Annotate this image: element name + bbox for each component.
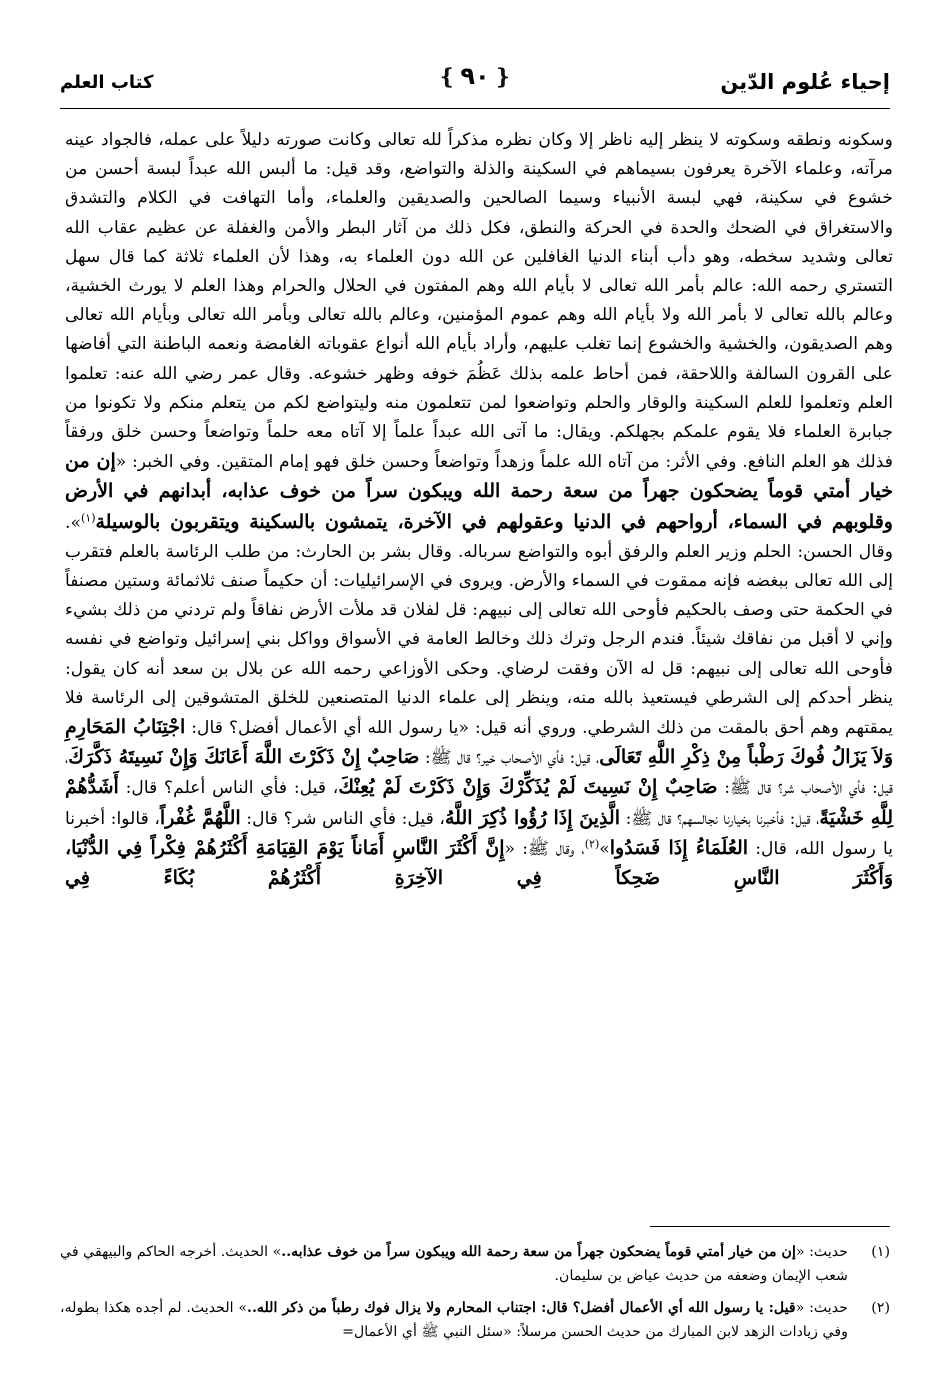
footnote <box>60 1240 890 1288</box>
hadith-quote: إن من خيار أمتي قوماً يضحكون جهراً من سعة رحمة الله ويبكون سراً من خوف عذابه، أبدانهم في الأرض وقلوبهم في السماء، أرواحهم في الدنيا وعقولهم في الآخرة، يتمشون بالسكينة ويتقربون بالوسيلة <box>65 450 893 533</box>
hadith-quote: صَاحِبٌ إِنْ ذَكَرْتَ اللَّهَ أَعَانَكَ وَإِنْ نَسِيتَهُ ذَكَّرَكَ <box>68 746 420 769</box>
text-run: ، وقال ﷺ: « <box>504 838 585 859</box>
text-run: ». وقال الحسن: الحلم وزير العلم والرفق أبوه والتواضع سرباله. وقال بشر بن الحارث: من طلب الرئاسة بالعلم فتقرب إلى الله تعالى ببغضه فإنه ممقوت في السماء والأرض. ويروى في الإسرائيليات: أن حكيماً صنف ثلاثمائة وستين مصنفاً في الحكمة حتى وصف بالحكيم فأوحى الله تعالى إلى نبيهم: قل لفلان قد ملأت الأرض نفاقاً ولم تردني من ذلك بشيء وإني لا أقبل من نفاقك شيئاً. فندم الرجل وترك ذلك وخالط العامة في الأسواق وواكل بني إسرائيل وتواضع في نفسه فأوحى الله تعالى إلى نبيهم: قل له الآن وفقت لرضاي. وحكى الأوزاعي رحمه الله عن بلال بن سعد أنه كان يقول: ينظر أحدكم إلى الشرطي فيستعيذ بالله منه، وينظر إلى علماء الدنيا المتصنعين للخلق المتشوقين إلى الرئاسة فلا يمقتهم وهم أحق بالمقت من ذلك الشرطي. وروي أنه قيل: «يا رسول الله أي الأعمال أفضل؟ قال: <box>65 512 893 739</box>
text-run: ، قيل: فأي الناس أعلم؟ قال: <box>118 778 339 799</box>
hadith-quote: صَاحِبٌ إِنْ نَسِيتَ لَمْ يُذَكِّرْكَ وَإِنْ ذَكَرْتَ لَمْ يُعِنْكَ <box>338 776 718 799</box>
footnote-number: (٢) <box>871 1300 890 1316</box>
hadith-quote: أَشَدُّهُمْ لِلَّهِ خَشْيَةً <box>65 776 894 829</box>
book-title: إحياء عُلوم الدّين <box>720 70 890 94</box>
page-number-value: ٩٠ <box>460 62 490 90</box>
hadith-quote: إِنَّ أَكْثَرَ النَّاسِ أَمَاناً يَوْمَ القِيَامَةِ أَكْثَرُهُمْ فِكْراً فِي الدُّنْيَا، وَأَكْثَرَ النَّاسِ ضَحِكاً فِي الآخِرَةِ أَكْثَرُهُمْ بُكَاءً فِي <box>65 836 893 890</box>
footnote-lead: حديث: « <box>795 1244 848 1260</box>
text-run: ، قيل: فأي الأصحاب خير؟ قال ﷺ: <box>419 748 600 769</box>
text-run: ، قيل: فأي الأصحاب شر؟ قال ﷺ: <box>65 748 893 799</box>
ornament-icon: ❵ <box>493 65 513 90</box>
chapter-title: كتاب العلم <box>60 72 154 93</box>
footnote-quote: إن من خيار أمتي قوماً يضحكون جهراً من سعة رحمة الله ويبكون سراً من خوف عذابه.. <box>281 1244 796 1260</box>
header-divider <box>60 108 890 109</box>
footnote <box>60 1296 890 1344</box>
footnote-lead: حديث: « <box>795 1300 848 1316</box>
footnotes <box>60 1240 890 1352</box>
hadith-quote: الَّذِينَ إِذَا رُؤُوا ذُكِرَ اللَّهُ <box>444 806 621 829</box>
main-text <box>65 126 893 894</box>
footnote-ref: (٢) <box>584 837 600 851</box>
page-header <box>60 58 890 108</box>
footnote-text: » الحديث. أخرجه الحاكم والبيهقي في شعب الإيمان وضعفه من حديث عياض بن سليمان. <box>60 1244 848 1284</box>
main-paragraph <box>65 126 893 894</box>
footnote-quote: قيل: يا رسول الله أي الأعمال أفضل؟ قال: اجتناب المحارم ولا يزال فوك رطباً من ذكر الله.. <box>247 1300 796 1316</box>
text-run: » <box>599 838 610 859</box>
text-run: ، قيل: فأي الناس شر؟ قال: <box>240 808 445 829</box>
hadith-quote: العُلَمَاءُ إِذَا فَسَدُوا <box>609 836 749 859</box>
text-run: ، قالوا: أخبرنا يا رسول الله، قال: <box>65 808 893 859</box>
footnote-divider <box>650 1226 890 1227</box>
ornament-icon: ❴ <box>437 65 457 90</box>
hadith-quote: اجْتِنَابُ المَحَارِمِ وَلاَ يَزَالُ فُوكَ رَطْباً مِنْ ذِكْرِ اللَّهِ تَعَالَى <box>65 716 894 769</box>
page-number <box>434 62 516 90</box>
text-run: وسكونه ونطقه وسكوته لا ينظر إليه ناظر إلا وكان نظره مذكراً لله تعالى وكانت صورته دليلاً على عمله، فالجواد عينه مرآته، وعلماء الآخرة يعرفون بسيماهم في السكينة والذلة والتواضع، وقد قيل: ما ألبس الله عبداً لبسة أحسن من خشوع في سكينة، فهي لبسة الأنبياء وسيما الصالحين والصديقين والعلماء، وأما التهافت في الكلام والتشدق والاستغراق في الضحك والحدة في الحركة والنطق، فكل ذلك من آثار البطر والأمن والغفلة عن عظيم عقاب الله تعالى وشديد سخطه، وهو دأب أبناء الدنيا الغافلين عن الله دون العلماء به، وهذا لأن العلماء ثلاثة كما قال سهل التستري رحمه الله: عالم بأمر الله تعالى لا بأيام الله وهم المفتون في الحلال والحرام وهذا العلم لا يورث الخشية، وعالم بالله تعالى لا بأمر الله ولا بأيام الله وهم عموم المؤمنين، وعالم بالله تعالى وبأمر الله تعالى وبأيام الله تعالى وهم الصديقون، والخشية والخشوع إنما تغلب عليهم، وأراد بأيام الله أنواع عقوباته الغامضة ونعمه الباطنة التي أفاضها على القرون السالفة واللاحقة، فمن أحاط علمه بذلك عَظُمَ خوفه وظهر خشوعه. وقال عمر رضي الله عنه: تعلموا العلم وتعلموا للعلم السكينة والوقار والحلم وتواضعوا لمن تتعلمون منه وليتواضع لكم من يتعلم منكم ولا تكونوا من جبابرة العلماء فلا يقوم علمكم بجهلكم. ويقال: ما آتى الله عبداً علماً إلا آتاه معه حلماً وتواضعاً وحسن خلق ورفقاً فذلك هو العلم النافع. وفي الأثر: من آتاه الله علماً وزهداً وتواضعاً وحسن خلق فهو إمام المتقين. وفي الخبر: « <box>65 130 893 473</box>
hadith-quote: اللَّهُمَّ غُفْراً <box>159 806 241 829</box>
footnote-text: » الحديث. لم أجده هكذا بطوله، وفي زيادات الزهد لابن المبارك من حديث الحسن مرسلاً: «سئل النبي ﷺ أي الأعمال= <box>60 1300 848 1340</box>
footnote-number: (١) <box>871 1244 890 1260</box>
text-run: ، قيل: فأخبرنا بخيارنا نجالسهم؟ قال ﷺ: <box>620 808 820 829</box>
footnote-ref: (١) <box>80 510 96 524</box>
